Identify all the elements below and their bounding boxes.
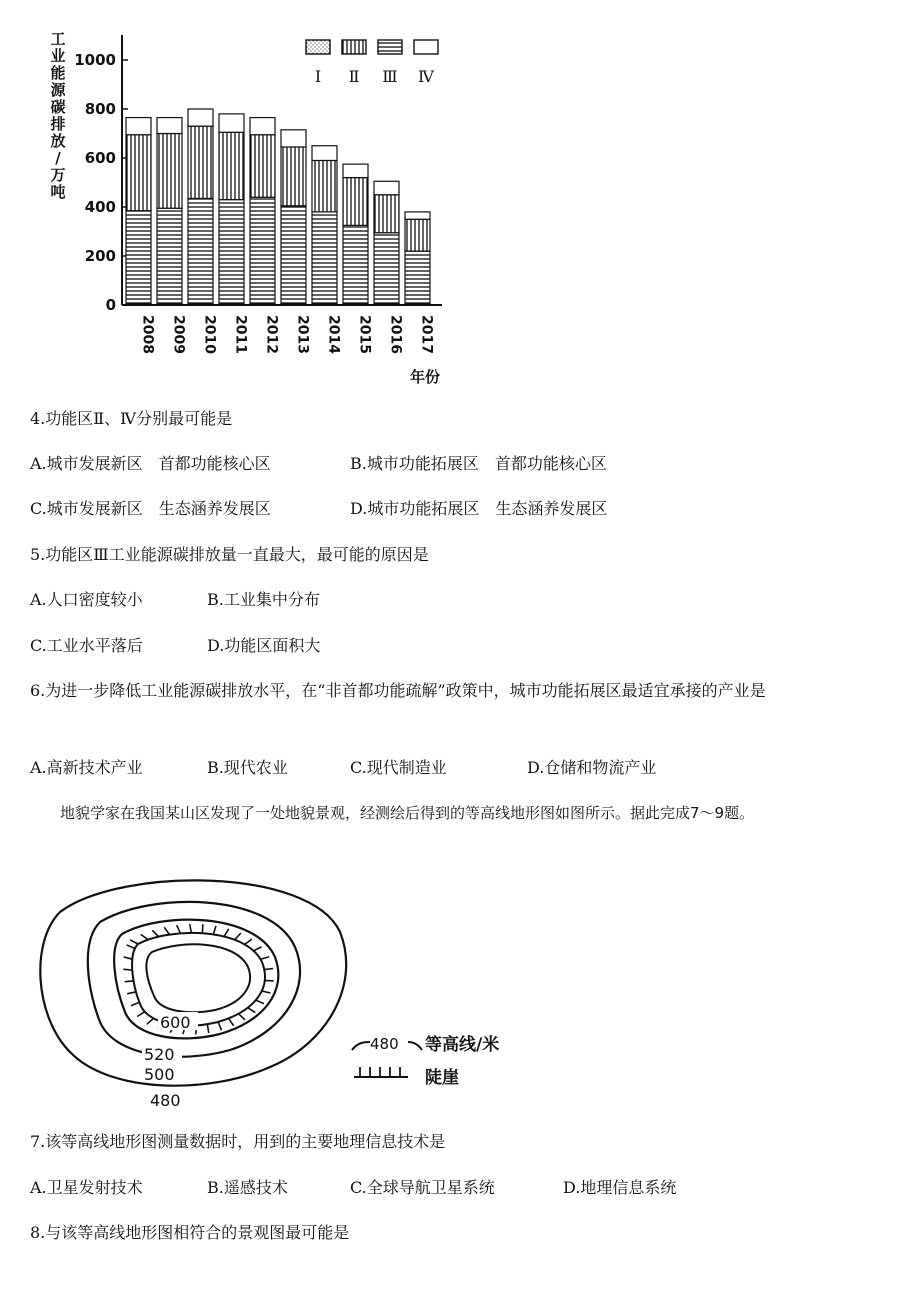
x-tick-label: 2008	[139, 315, 156, 354]
cliff-tick	[190, 924, 192, 933]
x-tick-label: 2016	[387, 315, 404, 354]
question-5-option-a[interactable]: A.人口密度较小	[30, 590, 143, 609]
question-8-stem: 8.与该等高线地形图相符合的景观图最可能是	[30, 1223, 350, 1242]
cliff-tick	[152, 930, 158, 936]
bar-segment-Ⅳ	[126, 118, 151, 135]
cliff-tick	[137, 1012, 145, 1017]
bar-segment-Ⅱ	[281, 147, 306, 206]
y-axis-label-char: 工	[50, 30, 66, 48]
cliff-tick	[125, 981, 134, 982]
question-7-stem: 7.该等高线地形图测量数据时，用到的主要地理信息技术是	[30, 1132, 446, 1151]
cliff-tick	[147, 1018, 154, 1024]
bar-segment-Ⅲ	[250, 197, 275, 304]
cliff-tick	[123, 969, 132, 970]
question-4-option-d[interactable]: D.城市功能拓展区 生态涵养发展区	[350, 499, 608, 518]
bar-segment-Ⅲ	[126, 211, 151, 304]
y-tick-label: 800	[84, 100, 116, 118]
x-tick-label: 2015	[356, 315, 373, 354]
y-tick-label: 1000	[74, 51, 116, 69]
cliff-tick	[261, 957, 270, 960]
question-7-option-b[interactable]: B.遥感技术	[207, 1178, 288, 1197]
emissions-chart-svg	[30, 18, 460, 393]
bar-segment-Ⅲ	[188, 198, 213, 303]
legend-swatch	[414, 40, 438, 54]
x-axis-label: 年份	[409, 368, 440, 386]
cliff-tick	[238, 1014, 245, 1020]
bar-segment-Ⅱ	[343, 178, 368, 226]
bar-segment-Ⅲ	[343, 225, 368, 303]
bar-segment-Ⅳ	[343, 164, 368, 177]
x-tick-label: 2013	[294, 315, 311, 354]
y-axis-label-char: 业	[50, 47, 66, 65]
legend-cliff-symbol	[354, 1067, 408, 1077]
bar-segment-Ⅳ	[405, 212, 430, 219]
bar-segment-Ⅳ	[188, 109, 213, 126]
legend-cliff-label: 陡崖	[425, 1068, 459, 1088]
x-tick-label: 2014	[325, 315, 342, 354]
cliff-tick	[164, 927, 169, 934]
cliff-tick	[264, 968, 273, 969]
passage-text: 地貌学家在我国某山区发现了一处地貌景观，经测绘后得到的等高线地形图如图所示。据此完成7～9题。	[30, 804, 755, 822]
question-7-option-c[interactable]: C.全球导航卫星系统	[350, 1178, 495, 1197]
contour-map-svg	[30, 872, 530, 1112]
legend-swatch	[306, 40, 330, 54]
question-5-stem: 5.功能区Ⅲ工业能源碳排放量一直最大，最可能的原因是	[30, 545, 429, 564]
bar-segment-Ⅳ	[281, 130, 306, 147]
cliff-tick	[127, 945, 135, 949]
question-6-option-a[interactable]: A.高新技术产业	[30, 758, 143, 777]
bar-segment-Ⅳ	[312, 146, 337, 161]
cliff-tick	[245, 939, 252, 944]
x-tick-label: 2011	[232, 315, 249, 354]
cliff-tick	[127, 992, 136, 994]
bar-segment-Ⅳ	[374, 181, 399, 194]
bar-segment-Ⅲ	[281, 206, 306, 304]
bar-segment-Ⅱ	[374, 195, 399, 233]
question-4-stem: 4.功能区Ⅱ、Ⅳ分别最可能是	[30, 409, 233, 428]
x-tick-label: 2010	[201, 315, 218, 354]
question-7-option-d[interactable]: D.地理信息系统	[563, 1178, 677, 1197]
legend-swatch	[342, 40, 366, 54]
cliff-tick	[218, 1022, 221, 1030]
cliff-tick	[130, 940, 138, 944]
contour-480	[40, 880, 346, 1085]
y-axis-label-char: /	[55, 149, 61, 167]
bar-segment-Ⅲ	[405, 251, 430, 304]
y-tick-label: 200	[84, 247, 116, 265]
y-axis-label-char: 能	[50, 64, 66, 82]
question-5-option-b[interactable]: B.工业集中分布	[207, 590, 320, 609]
contour-label-520: 520	[144, 1045, 175, 1064]
y-tick-label: 400	[84, 198, 116, 216]
legend-swatch	[378, 40, 402, 54]
x-tick-label: 2012	[263, 315, 280, 354]
cliff-tick	[177, 925, 181, 933]
question-6-option-d[interactable]: D.仓储和物流产业	[527, 758, 657, 777]
question-4-option-c[interactable]: C.城市发展新区 生态涵养发展区	[30, 499, 271, 518]
cliff-tick	[141, 934, 148, 939]
contour-label-480: 480	[150, 1091, 181, 1110]
contour-map	[30, 872, 530, 1112]
legend-label: Ⅱ	[348, 67, 360, 86]
legend-label: Ⅳ	[418, 67, 434, 86]
bar-segment-Ⅳ	[157, 118, 182, 134]
bar-segment-Ⅱ	[405, 219, 430, 251]
bar-segment-Ⅲ	[219, 200, 244, 304]
y-axis-label-char: 碳	[50, 98, 66, 116]
question-6-option-b[interactable]: B.现代农业	[207, 758, 288, 777]
cliff-tick	[213, 926, 216, 935]
question-6-stem: 6.为进一步降低工业能源碳排放水平，在“非首都功能疏解”政策中，城市功能拓展区最适宜承接的产业是	[30, 681, 766, 700]
cliff-tick	[224, 929, 229, 937]
legend-label: Ⅲ	[382, 67, 398, 86]
x-tick-label: 2017	[418, 315, 435, 354]
question-7-option-a[interactable]: A.卫星发射技术	[30, 1178, 143, 1197]
y-tick-label: 0	[105, 296, 116, 314]
x-tick-label: 2009	[170, 315, 187, 354]
question-4-option-b[interactable]: B.城市功能拓展区 首都功能核心区	[350, 454, 607, 473]
cliff-tick	[131, 1002, 139, 1005]
question-5-option-d[interactable]: D.功能区面积大	[207, 636, 321, 655]
cliff-tick	[256, 1000, 264, 1003]
bar-segment-Ⅲ	[157, 208, 182, 304]
bar-segment-Ⅱ	[312, 160, 337, 211]
y-axis-label-char: 放	[50, 132, 66, 150]
cliff-tick	[248, 1008, 256, 1013]
contour-500	[88, 902, 300, 1057]
bar-segment-Ⅲ	[374, 233, 399, 304]
bar-segment-Ⅱ	[157, 134, 182, 209]
bar-segment-Ⅱ	[250, 135, 275, 197]
contour-label-500: 500	[144, 1065, 175, 1084]
legend-contour-sample: 480	[370, 1035, 399, 1053]
contour-label-600: 600	[160, 1013, 191, 1032]
cliff-tick	[253, 947, 261, 951]
contour-600	[146, 944, 250, 1012]
y-tick-label: 600	[84, 149, 116, 167]
legend-label: Ⅰ	[314, 67, 322, 86]
bar-segment-Ⅳ	[250, 118, 275, 135]
cliff-tick	[262, 991, 271, 993]
bar-segment-Ⅲ	[312, 212, 337, 304]
bar-segment-Ⅳ	[219, 114, 244, 132]
bar-segment-Ⅱ	[188, 126, 213, 198]
question-4-option-a[interactable]: A.城市发展新区 首都功能核心区	[30, 454, 271, 473]
bar-segment-Ⅱ	[126, 135, 151, 211]
cliff-tick	[124, 957, 133, 959]
y-axis-label-char: 源	[50, 81, 66, 99]
y-axis-label-char: 吨	[50, 183, 66, 201]
cliff-tick	[229, 1018, 234, 1025]
cliff-tick	[235, 933, 241, 940]
question-5-option-c[interactable]: C.工业水平落后	[30, 636, 143, 655]
y-axis-label-char: 排	[50, 115, 66, 133]
cliff-tick	[207, 1024, 208, 1033]
emissions-chart	[30, 18, 460, 393]
bar-segment-Ⅱ	[219, 132, 244, 199]
question-6-option-c[interactable]: C.现代制造业	[350, 758, 447, 777]
legend-contour-label: 等高线/米	[425, 1035, 500, 1055]
y-axis-label-char: 万	[50, 166, 66, 184]
